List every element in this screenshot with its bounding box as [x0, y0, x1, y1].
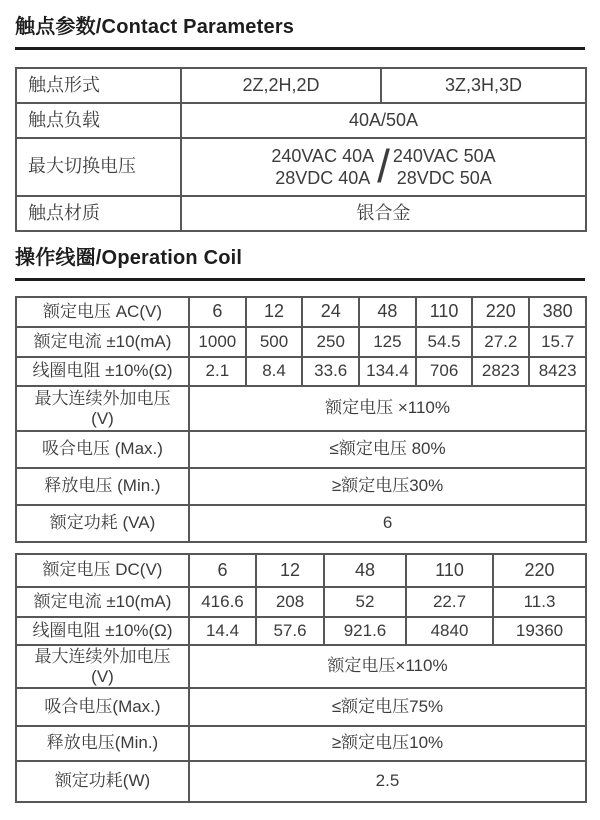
dc-voltage-row [16, 554, 586, 587]
ac-max-apply-voltage-label: 最大连续外加电压 (V) [16, 386, 189, 431]
contact-parameters-title: 触点参数/Contact Parameters [15, 14, 585, 50]
ac-rated-power-value: 6 [189, 505, 586, 542]
ac-voltage-cell: 6 [189, 297, 246, 327]
dc-resistance-cell: 14.4 [189, 617, 256, 645]
ac-current-cell: 54.5 [416, 327, 473, 357]
ac-pickup-voltage-value: ≤额定电压 80% [189, 431, 586, 468]
ac-voltage-cell: 380 [529, 297, 586, 327]
contact-form-label: 触点形式 [16, 68, 181, 103]
ac-voltage-row [16, 297, 586, 327]
dc-max-apply-voltage-label: 最大连续外加电压 (V) [16, 645, 189, 688]
dc-current-cell: 208 [256, 587, 324, 617]
contact-form-3pole-cell: 3Z,3H,3D [381, 68, 586, 103]
dc-pickup-voltage-value: ≤额定电压75% [189, 688, 586, 726]
ac-release-voltage-row [16, 468, 586, 505]
dc-voltage-label: 额定电压 DC(V) [16, 554, 189, 587]
dc-rated-power-value: 2.5 [189, 761, 586, 802]
ac-resistance-row [16, 357, 586, 386]
ac-resistance-cell: 2.1 [189, 357, 246, 386]
ac-current-cell: 1000 [189, 327, 246, 357]
ac-voltage-label: 额定电压 AC(V) [16, 297, 189, 327]
contact-material-label: 触点材质 [16, 196, 181, 231]
contact-material-row [16, 196, 586, 231]
ac-current-cell: 500 [246, 327, 303, 357]
dc-max-apply-voltage-value: 额定电压×110% [189, 645, 586, 688]
dc-voltage-cell: 220 [493, 554, 586, 587]
max-switching-voltage-value [182, 140, 585, 192]
ac-voltage-cell: 12 [246, 297, 303, 327]
dc-resistance-cell: 57.6 [256, 617, 324, 645]
ac-resistance-cell: 2823 [472, 357, 529, 386]
dc-resistance-row [16, 617, 586, 645]
ac-resistance-cell: 8423 [529, 357, 586, 386]
dc-voltage-cell: 6 [189, 554, 256, 587]
operation-coil-title: 操作线圈/Operation Coil [15, 245, 585, 281]
dc-release-voltage-value: ≥额定电压10% [189, 726, 586, 761]
ac-rated-power-label: 额定功耗 (VA) [16, 505, 189, 542]
dc-current-row [16, 587, 586, 617]
dc-current-cell: 52 [324, 587, 406, 617]
ac-max-apply-voltage-value: 额定电压 ×110% [189, 386, 586, 431]
rating-50a-group: 240VAC 50A 28VDC 50A [392, 145, 496, 188]
ac-resistance-cell: 706 [416, 357, 473, 386]
dc-voltage-cell: 48 [324, 554, 406, 587]
dc-current-cell: 416.6 [189, 587, 256, 617]
ac-pickup-voltage-label: 吸合电压 (Max.) [16, 431, 189, 468]
ac-voltage-cell: 220 [472, 297, 529, 327]
ac-current-row [16, 327, 586, 357]
dc-release-voltage-label: 释放电压(Min.) [16, 726, 189, 761]
contact-parameters-table [15, 67, 587, 232]
contact-load-value: 40A/50A [181, 103, 586, 138]
ac-resistance-cell: 134.4 [359, 357, 416, 386]
ac-coil-table [15, 296, 587, 543]
ac-current-label: 额定电流 ±10(mA) [16, 327, 189, 357]
dc-pickup-voltage-row [16, 688, 586, 726]
ac-release-voltage-label: 释放电压 (Min.) [16, 468, 189, 505]
dc-resistance-cell: 19360 [493, 617, 586, 645]
ac-current-cell: 15.7 [529, 327, 586, 357]
ac-current-cell: 125 [359, 327, 416, 357]
contact-form-row [16, 68, 586, 103]
dc-current-label: 额定电流 ±10(mA) [16, 587, 189, 617]
max-switching-voltage-row [16, 138, 586, 196]
ac-resistance-cell: 33.6 [302, 357, 359, 386]
ac-max-apply-voltage-row [16, 386, 586, 431]
dc-rated-power-row [16, 761, 586, 802]
dc-pickup-voltage-label: 吸合电压(Max.) [16, 688, 189, 726]
ac-release-voltage-value: ≥额定电压30% [189, 468, 586, 505]
dc-coil-table [15, 553, 587, 803]
ac-resistance-cell: 8.4 [246, 357, 303, 386]
contact-load-label: 触点负载 [16, 103, 181, 138]
ac-voltage-cell: 110 [416, 297, 473, 327]
contact-load-row [16, 103, 586, 138]
contact-form-2pole-cell: 2Z,2H,2D [181, 68, 381, 103]
dc-max-apply-voltage-row [16, 645, 586, 688]
dc-resistance-cell: 4840 [406, 617, 493, 645]
slash-divider: / [377, 140, 390, 192]
max-switching-voltage-label: 最大切换电压 [16, 138, 181, 196]
dc-voltage-cell: 110 [406, 554, 493, 587]
contact-material-value: 银合金 [181, 196, 586, 231]
ac-resistance-label: 线圈电阻 ±10%(Ω) [16, 357, 189, 386]
rating-40a-group: 240VAC 40A 28VDC 40A [271, 145, 375, 188]
dc-current-cell: 22.7 [406, 587, 493, 617]
ac-current-cell: 27.2 [472, 327, 529, 357]
ac-pickup-voltage-row [16, 431, 586, 468]
dc-resistance-label: 线圈电阻 ±10%(Ω) [16, 617, 189, 645]
dc-voltage-cell: 12 [256, 554, 324, 587]
ac-voltage-cell: 24 [302, 297, 359, 327]
dc-current-cell: 11.3 [493, 587, 586, 617]
max-switching-voltage-cell [181, 138, 586, 196]
dc-resistance-cell: 921.6 [324, 617, 406, 645]
ac-voltage-cell: 48 [359, 297, 416, 327]
ac-current-cell: 250 [302, 327, 359, 357]
dc-rated-power-label: 额定功耗(W) [16, 761, 189, 802]
dc-release-voltage-row [16, 726, 586, 761]
ac-rated-power-row [16, 505, 586, 542]
